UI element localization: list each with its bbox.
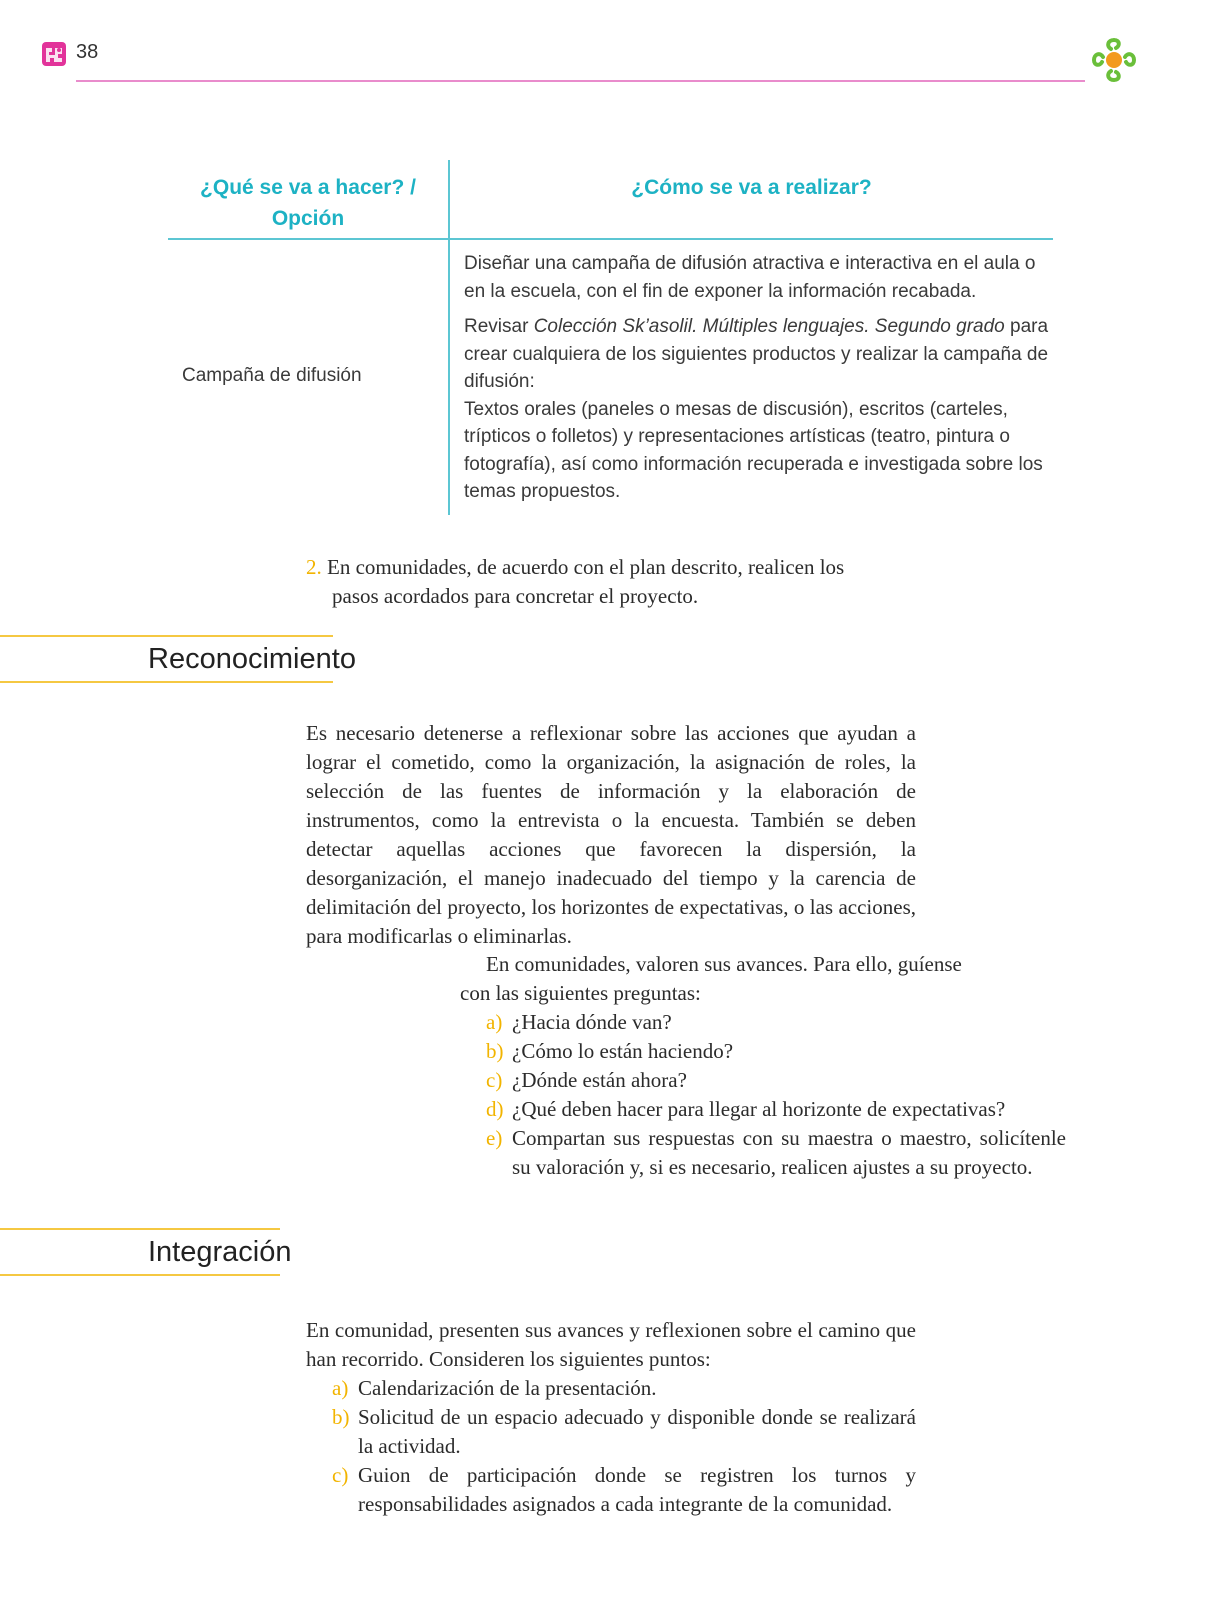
page-number: 38 <box>76 41 99 63</box>
list-text: ¿Hacia dónde van? <box>512 1010 672 1034</box>
list-marker: d) <box>486 1097 504 1121</box>
list-marker: a) <box>332 1376 349 1400</box>
list-marker: c) <box>486 1068 503 1092</box>
list-text: Calendarización de la presentación. <box>358 1376 657 1400</box>
step-2 <box>306 553 866 611</box>
how-p2-pre: Revisar <box>464 316 534 337</box>
list-text: ¿Qué deben hacer para llegar al horizonte de expectativas? <box>512 1097 1006 1121</box>
flower-logo-icon <box>1088 34 1140 86</box>
list-text: Solicitud de un espacio adecuado y disponible donde se realizará la actividad. <box>358 1405 916 1458</box>
section-rule-bottom <box>0 1274 280 1276</box>
list-text: Compartan sus respuestas con su maestra o maestro, solicítenle su valoración y, si es necesario, realicen ajustes a su proyecto. <box>512 1126 1066 1179</box>
list-item <box>332 1403 916 1461</box>
questions-list <box>486 1008 1066 1182</box>
aztec-glyph-icon <box>40 40 68 68</box>
section-title-integracion: Integración <box>148 1236 292 1268</box>
table-divider <box>168 238 1053 240</box>
list-item <box>332 1461 916 1519</box>
list-item <box>486 1095 1066 1124</box>
table-header-option: ¿Qué se va a hacer? / Opción <box>200 176 416 230</box>
integracion-paragraph: En comunidad, presenten sus avances y reflexionen sobre el camino que han recorrido. Consideren los siguientes puntos: <box>306 1318 916 1371</box>
section-title-reconocimiento: Reconocimiento <box>148 643 356 675</box>
table-column-divider <box>448 160 450 515</box>
step-text: En comunidades, de acuerdo con el plan descrito, realicen los pasos acordados para concretar el proyecto. <box>327 555 845 608</box>
list-item <box>332 1374 916 1403</box>
points-list <box>332 1374 916 1519</box>
step-number: 2. <box>306 555 322 579</box>
section-rule-top <box>0 635 333 637</box>
how-p2-title: Colección Sk’asolil. Múltiples lenguajes. Segundo grado <box>533 316 1005 337</box>
list-marker: b) <box>332 1405 350 1429</box>
section-rule-bottom <box>0 681 333 683</box>
reconocimiento-intro <box>306 950 1066 1008</box>
list-text: ¿Dónde están ahora? <box>512 1068 687 1092</box>
list-marker: b) <box>486 1039 504 1063</box>
table-header-how: ¿Cómo se va a realizar? <box>631 176 872 199</box>
table-cell-how-p2 <box>464 313 1049 396</box>
intro-line-1: En comunidades, valoren sus avances. Para ello, guíense <box>486 952 962 976</box>
table-cell-how-p3: Textos orales (paneles o mesas de discusión), escritos (carteles, trípticos o folletos) y representaciones artísticas (teatro, pintura o fotografía), así como información recuperada e investigada sobre los temas propuestos. <box>464 398 1043 502</box>
list-item <box>486 1008 1066 1037</box>
section-rule-top <box>0 1228 280 1230</box>
list-marker: c) <box>332 1463 349 1487</box>
list-item <box>486 1066 1066 1095</box>
header-rule <box>76 80 1085 82</box>
table-cell-how <box>464 250 1049 506</box>
list-item <box>486 1037 1066 1066</box>
list-item <box>486 1124 1066 1182</box>
intro-line-2: con las siguientes preguntas: <box>460 981 701 1005</box>
list-text: Guion de participación donde se registren los turnos y responsabilidades asignados a cada integrante de la comunidad. <box>358 1463 916 1516</box>
list-text: ¿Cómo lo están haciendo? <box>512 1039 734 1063</box>
table-cell-how-p1: Diseñar una campaña de difusión atractiva e interactiva en el aula o en la escuela, con el fin de exponer la información recabada. <box>464 253 1036 302</box>
table-cell-option: Campaña de difusión <box>182 365 362 386</box>
how-p2-post: para crear cualquiera de los siguientes productos y realizar la campaña de difusión: <box>464 316 1049 392</box>
list-marker: e) <box>486 1126 503 1150</box>
reconocimiento-paragraph: Es necesario detenerse a reflexionar sobre las acciones que ayudan a lograr el cometido, como la organización, la asignación de roles, la selección de las fuentes de información y la elaboración de instrumentos, como la entrevista o la encuesta. También se deben detectar aquellas acciones que favorecen la dispersión, la desorganización, el manejo inadecuado del tiempo y la carencia de delimitación del proyecto, los horizontes de expectativas, o las acciones, para modificarlas o eliminarlas. <box>306 721 916 948</box>
list-marker: a) <box>486 1010 503 1034</box>
